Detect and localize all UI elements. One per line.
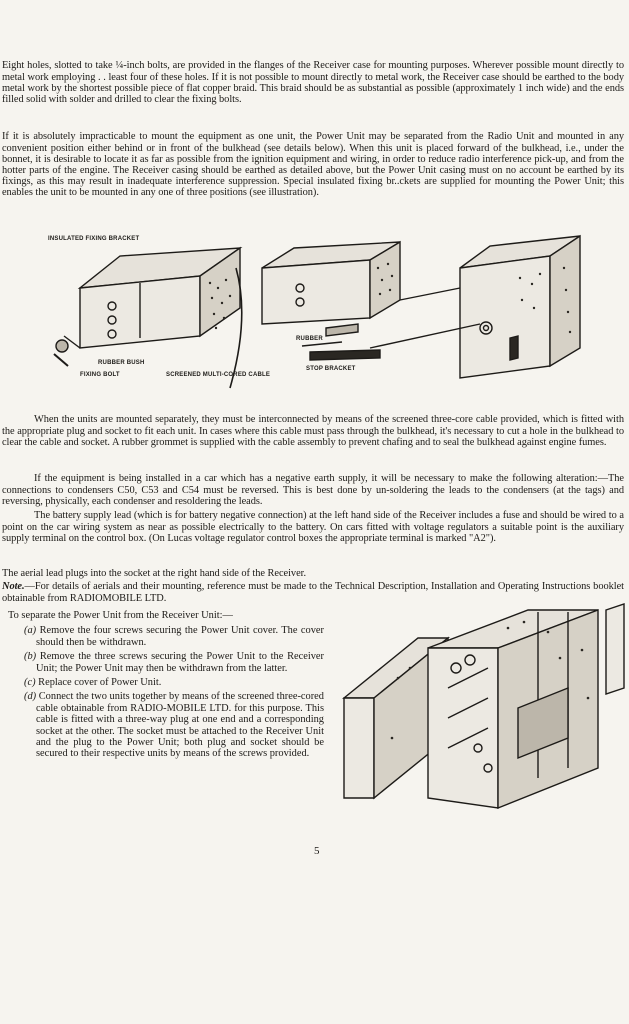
insulated-bracket-label: INSULATED FIXING BRACKET — [48, 236, 140, 242]
step-label: (d) — [24, 691, 37, 703]
note-text: —For details of aerials and their mounting, reference must be made to the Technical Description, Installation and Operating Instructions booklet obtainable from RADIOMOBILE LTD. — [2, 581, 624, 604]
power-unit-position-3 — [370, 236, 580, 378]
unit-separation-illustration — [338, 598, 626, 820]
separation-instructions — [2, 610, 324, 763]
separation-step — [24, 651, 324, 674]
step-label: (c) — [24, 677, 36, 689]
aerial-paragraph: The aerial lead plugs into the socket at the right hand side of the Receiver. — [2, 568, 307, 580]
note-label: Note. — [2, 581, 25, 593]
interconnect-paragraph: When the units are mounted separately, they must be interconnected by means of the screened three-core cable provided, which is fitted with the appropriate plug and socket to fit each unit. In cases where this cable must pass through the bulkhead, it's necessary to cut a hole in the bulkhead to clear the cable and socket. A rubber grommet is supplied with the cable assembly to prevent chafing and to seal the bulkhead against engine fumes. — [2, 414, 624, 448]
step-text: Remove the four screws securing the Power Unit cover. The cover should then be withdrawn. — [36, 625, 324, 648]
separation-step — [24, 625, 324, 648]
fixing-bolt-label: FIXING BOLT — [80, 372, 120, 378]
battery-lead-paragraph: The battery supply lead (which is for battery negative connection) at the left hand side of the Receiver includes a fuse and should be wired to a point on the car wiring system as near as possible electrically to the battery. On cars fitted with voltage regulators a suitable point is the auxiliary supply terminal on the control box. (On Lucas voltage regulator control boxes the appropriate terminal is marked "A2"). — [2, 510, 624, 544]
rubber-bush-label: RUBBER BUSH — [98, 360, 145, 366]
rubber-label: RUBBER — [296, 336, 323, 342]
separate-mounting-paragraph: If it is absolutely impracticable to mount the equipment as one unit, the Power Unit may be separated from the Radio Unit and mounted in any convenient position either behind or in front of the bulkhead (see details below). When this unit is placed forward of the bulkhead, i.e., under the bonnet, it is desirable to locate it as far as possible from the ignition equipment and wiring, in order to reduce radio interference pick-up, and from the hotter parts of the engine. The Receiver casing should be earthed as detailed above, but the Power Unit casing must on no account be earthed by its fixings, as this may result in inadequate interference suppression. Special insulated fixing br..ckets are supplied for mounting the Power Unit; this enables the unit to be mounted in any one of three positions (see illustration). — [2, 131, 624, 199]
page-number: 5 — [314, 845, 320, 857]
step-label: (a) — [24, 625, 37, 637]
step-text: Replace cover of Power Unit. — [38, 677, 162, 689]
step-label: (b) — [24, 651, 37, 663]
power-unit-mounting-illustration — [40, 228, 612, 398]
stop-bracket-label: STOP BRACKET — [306, 366, 356, 372]
separation-step — [24, 677, 324, 688]
separation-intro: To separate the Power Unit from the Receiver Unit:— — [8, 610, 233, 621]
separation-step — [24, 691, 324, 759]
negative-earth-paragraph: If the equipment is being installed in a car which has a negative earth supply, it will be necessary to make the following alteration:—The connections to condensers C50, C53 and C54 must be reversed. This is best done by un-soldering the leads to the condensers (at the tags) and reversing, physically, each condenser and resoldering the leads. — [2, 473, 624, 507]
step-text: Remove the three screws securing the Power Unit to the Receiver Unit; the Power Unit may then be withdrawn from the latter. — [36, 651, 324, 674]
power-unit-position-1 — [54, 248, 242, 388]
screened-cable-label: SCREENED MULTI-CORED CABLE — [166, 372, 271, 378]
mounting-paragraph: Eight holes, slotted to take ¼-inch bolts, are provided in the flanges of the Receiver case for mounting purposes. Wherever possible mount directly to metal work employing . . least four of these holes. If it is not possible to mount directly to metal work, the Receiver case should be earthed to the body metal work by the shortest possible piece of flat copper braid. This braid should be as substantial as possible (approximately 1 inch wide) and the ends filled solid with solder and drilled to clear the fixing bolts. — [2, 60, 624, 105]
step-text: Connect the two units together by means of the screened three-cored cable obtainable from RADIO-MOBILE LTD. for this purpose. This cable is fitted with a three-way plug at one end and a corresponding socket at the other. The socket must be attached to the Receiver Unit and the plug to the Power Unit; both plug and socket should be secured to their respective units by means of the screws provided. — [36, 691, 324, 760]
power-unit-position-2 — [262, 242, 400, 360]
